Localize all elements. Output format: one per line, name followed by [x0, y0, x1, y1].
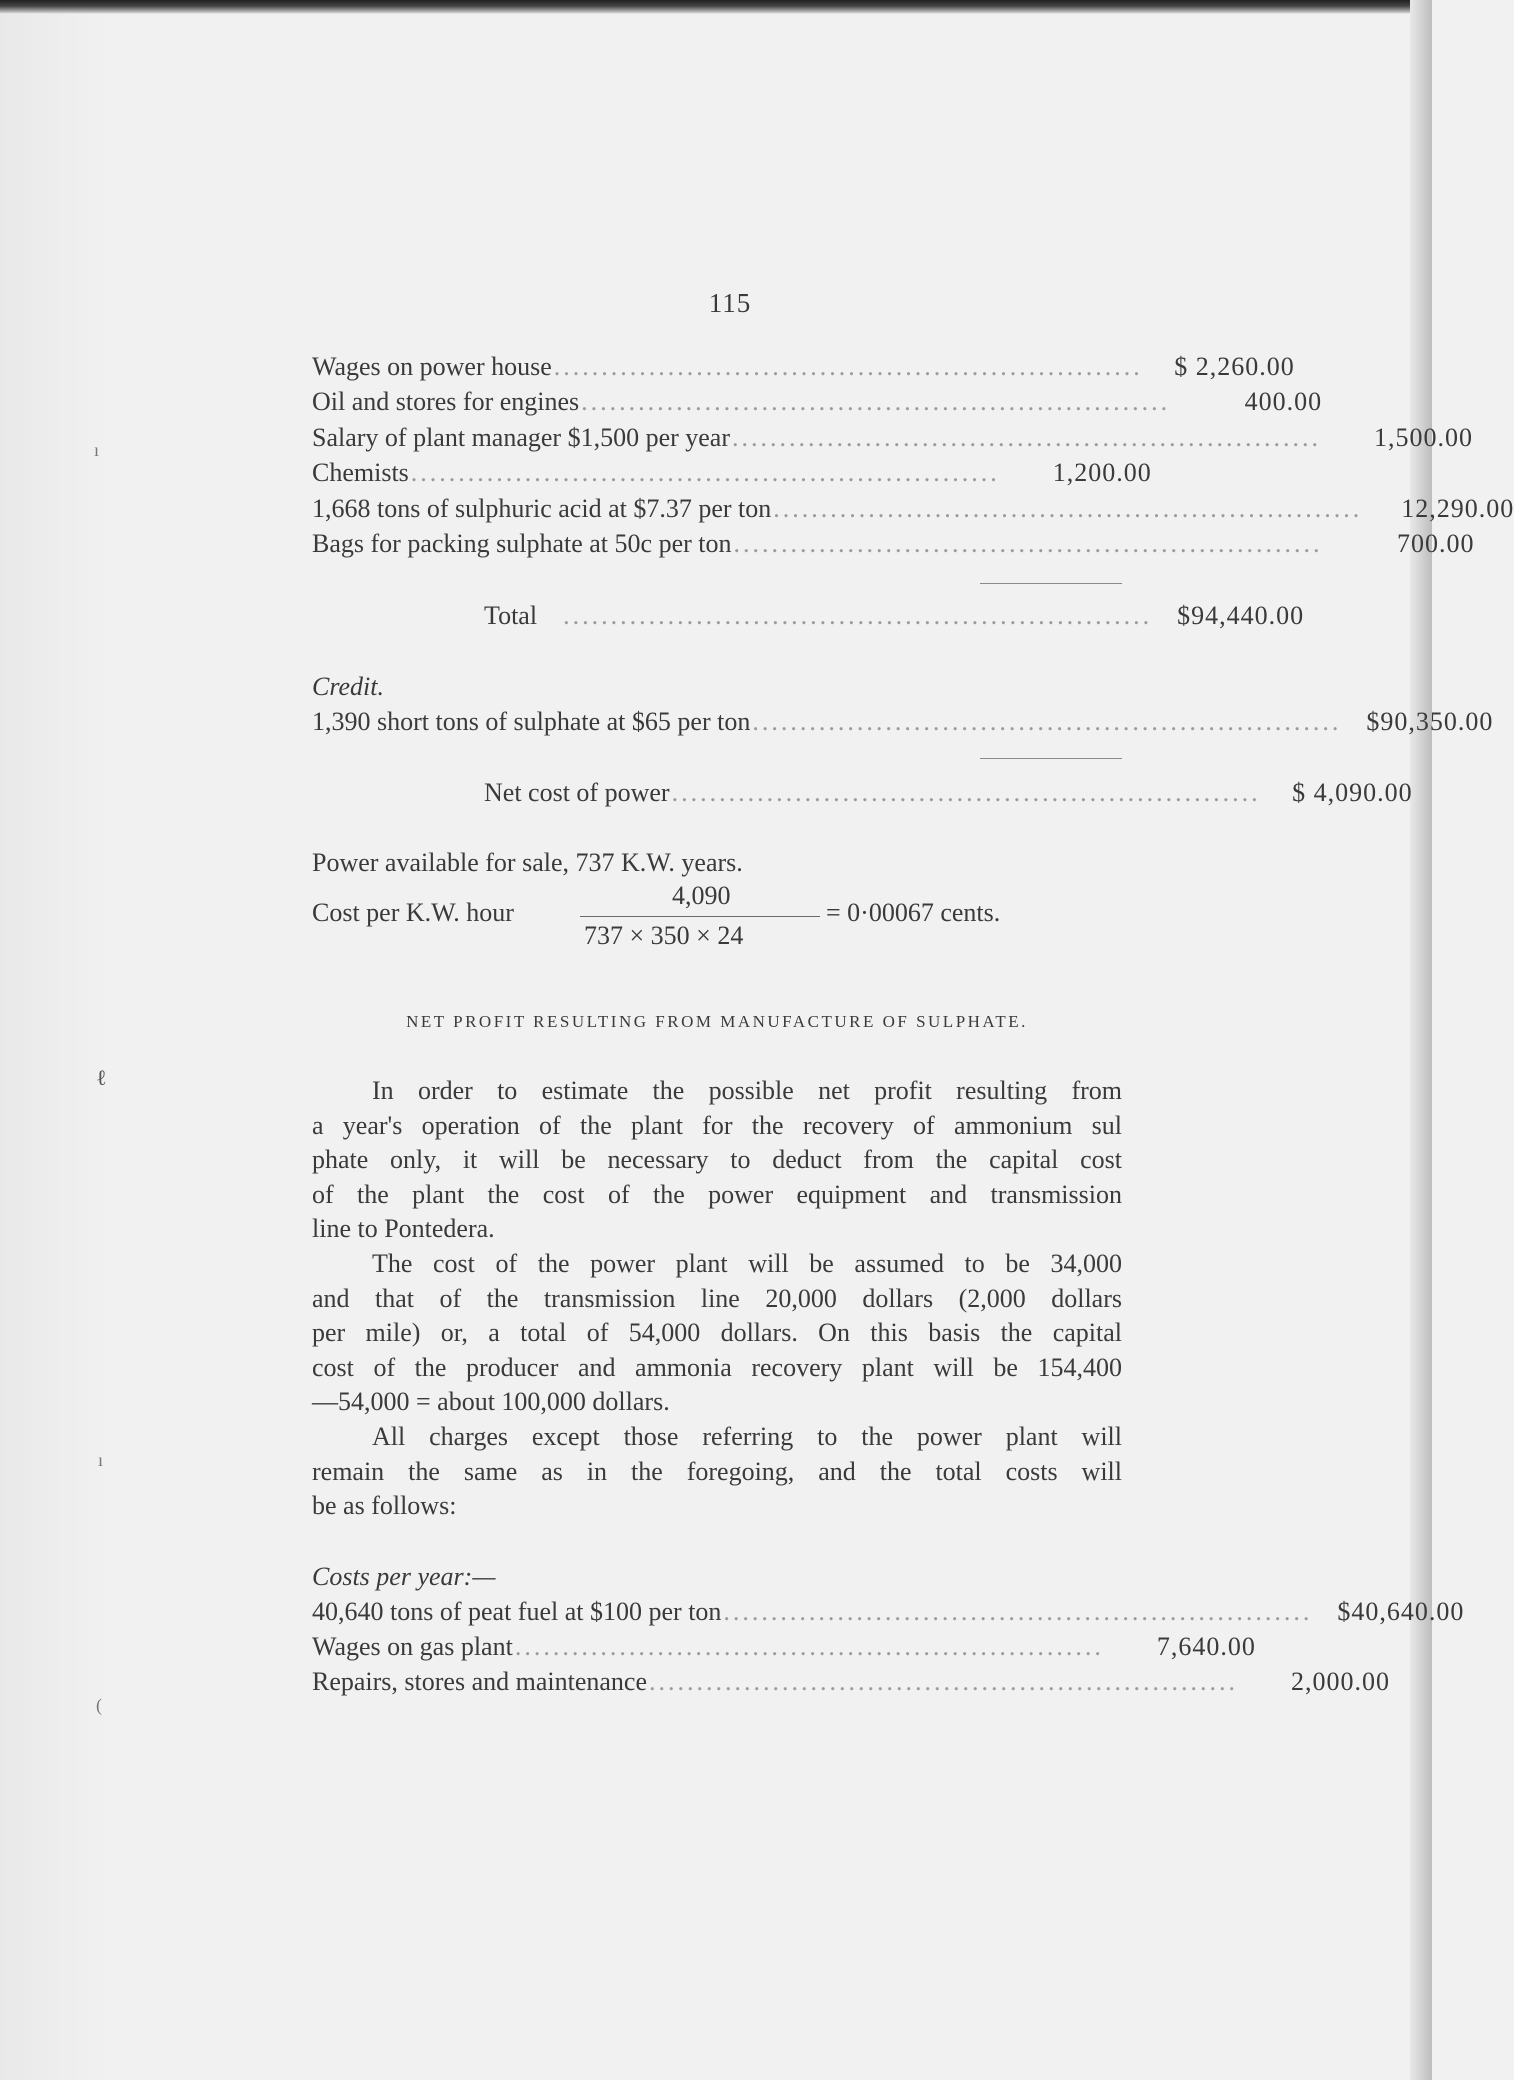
ledger-value: 1,200.00	[1052, 458, 1152, 487]
costs-heading: Costs per year:—	[312, 1562, 496, 1591]
ledger-label: Salary of plant manager $1,500 per year	[312, 423, 731, 452]
leader-dots: ..............................................................	[752, 707, 1342, 736]
ledger-label: Wages on gas plant	[312, 1632, 513, 1661]
ledger-row	[312, 423, 1474, 459]
ledger-row	[312, 387, 1323, 423]
margin-mark: ı	[94, 440, 100, 460]
total-row	[484, 601, 1305, 637]
cost-per-kw-label: Cost per K.W. hour	[312, 898, 514, 927]
ledger-label: Bags for packing sulphate at 50c per ton	[312, 529, 732, 558]
paragraph-3	[312, 1420, 1122, 1524]
total-value: $94,440.00	[1177, 601, 1305, 630]
scan-top-edge	[0, 0, 1432, 14]
ledger-value: 700.00	[1397, 529, 1475, 558]
leader-dots: ..............................................................	[514, 1632, 1104, 1661]
text-line: The cost of the power plant will be assumed to be 34,000	[372, 1249, 1122, 1278]
ledger-row	[312, 458, 1152, 494]
ledger-value: 7,640.00	[1156, 1632, 1256, 1661]
margin-mark: ı	[98, 1450, 104, 1470]
ledger-label: Oil and stores for engines	[312, 387, 580, 416]
text-line: cost of the producer and ammonia recovery plant will be 154,400	[312, 1352, 1122, 1382]
net-cost-value: $ 4,090.00	[1292, 778, 1413, 807]
leader-dots: ..............................................................	[773, 494, 1363, 523]
leader-dots: ..............................................................	[723, 1597, 1313, 1626]
leader-dots: ..............................................................	[671, 778, 1261, 807]
ledger-label: Chemists	[312, 458, 409, 487]
net-cost-label: Net cost of power	[484, 778, 670, 807]
ledger-value: 2,000.00	[1291, 1667, 1390, 1696]
credit-value: $90,350.00	[1366, 707, 1494, 736]
ledger-label: 40,640 tons of peat fuel at $100 per ton	[312, 1597, 722, 1626]
credit-label: 1,390 short tons of sulphate at $65 per ton	[312, 707, 751, 736]
page-left-shadow	[0, 0, 110, 2080]
net-cost-row	[484, 778, 1413, 814]
text-line: All charges except those referring to the power plant will	[372, 1422, 1122, 1451]
ledger-row	[312, 1632, 1256, 1668]
fraction-bar	[580, 916, 820, 917]
total-label: Total	[484, 601, 538, 630]
credit-heading: Credit.	[312, 672, 384, 701]
text-line: line to Pontedera.	[312, 1214, 495, 1243]
fraction-result: = 0·00067 cents.	[826, 898, 1001, 927]
leader-dots: ..............................................................	[563, 601, 1153, 630]
text-line: be as follows:	[312, 1491, 457, 1520]
ledger-row	[312, 1597, 1465, 1633]
ledger-value: 1,500.00	[1374, 423, 1474, 452]
paragraph-2	[312, 1247, 1122, 1420]
ledger-row	[312, 352, 1295, 388]
text-line: and that of the transmission line 20,000 dollars (2,000 dollars	[312, 1283, 1122, 1313]
ledger-value: $ 2,260.00	[1174, 352, 1295, 381]
fraction-denominator: 737 × 350 × 24	[584, 921, 744, 950]
leader-dots: ..............................................................	[649, 1667, 1238, 1696]
section-heading: NET PROFIT RESULTING FROM MANUFACTURE OF SULPHATE.	[406, 1012, 1028, 1031]
fraction-numerator: 4,090	[672, 881, 731, 910]
text-line: In order to estimate the possible net profit resulting from	[372, 1076, 1122, 1105]
paragraph-1	[312, 1074, 1122, 1247]
text-line: a year's operation of the plant for the recovery of ammonium sul	[312, 1110, 1122, 1140]
scan-right-edge	[1410, 0, 1432, 2080]
ledger-label: Wages on power house	[312, 352, 552, 381]
sum-rule	[980, 583, 1122, 584]
ledger-row	[312, 529, 1475, 565]
margin-mark: ℓ	[96, 1065, 107, 1090]
text-line: per mile) or, a total of 54,000 dollars. On this basis the capital	[312, 1318, 1122, 1347]
power-available-line: Power available for sale, 737 K.W. years.	[312, 848, 743, 877]
leader-dots: ..............................................................	[410, 458, 1000, 487]
margin-mark: (	[96, 1695, 102, 1715]
text-line: —54,000 = about 100,000 dollars.	[312, 1387, 670, 1416]
ledger-row	[312, 1667, 1390, 1703]
leader-dots: ..............................................................	[581, 387, 1171, 416]
leader-dots: ..............................................................	[553, 352, 1143, 381]
ledger-row	[312, 494, 1514, 530]
ledger-value: 12,290.00	[1401, 494, 1514, 523]
ledger-label: Repairs, stores and maintenance	[312, 1667, 647, 1696]
page-number: 115	[708, 288, 752, 318]
sum-rule	[980, 758, 1122, 759]
leader-dots: ..............................................................	[733, 529, 1323, 558]
text-line: phate only, it will be necessary to deduct from the capital cost	[312, 1145, 1122, 1174]
text-line: remain the same as in the foregoing, and the total costs will	[312, 1456, 1122, 1486]
ledger-label: 1,668 tons of sulphuric acid at $7.37 per ton	[312, 494, 772, 523]
credit-row	[312, 707, 1494, 743]
text-line: of the plant the cost of the power equipment and transmission	[312, 1179, 1122, 1209]
ledger-value: 400.00	[1244, 387, 1323, 416]
ledger-value: $40,640.00	[1337, 1597, 1465, 1626]
leader-dots: ..............................................................	[732, 423, 1322, 452]
